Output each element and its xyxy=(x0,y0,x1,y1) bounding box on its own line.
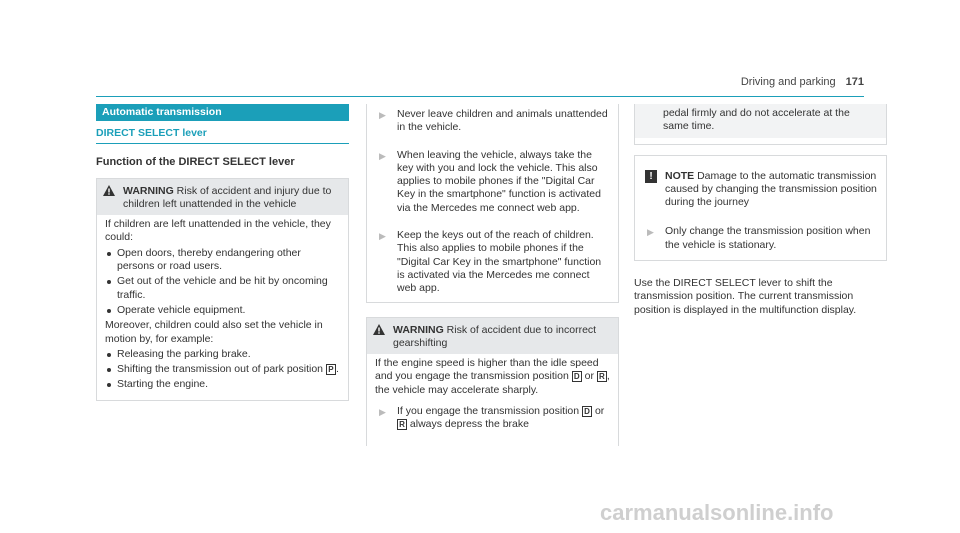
page-number: 171 xyxy=(845,76,864,88)
warning-icon xyxy=(103,185,115,212)
header-rule xyxy=(96,96,864,97)
warning-body-text: If the engine speed is higher than the idle speed and you engage the transmission position xyxy=(375,357,599,383)
sub-title: DIRECT SELECT lever xyxy=(96,127,349,144)
gear-p-icon: P xyxy=(326,364,336,375)
list-item-text: Never leave children and animals unattended in the vehicle. xyxy=(397,108,608,134)
list-item: Open doors, thereby endangering other persons or road users. xyxy=(105,247,340,274)
arrow-icon: ▶ xyxy=(379,150,386,161)
warning-continued-box xyxy=(634,104,887,145)
or-text: or xyxy=(594,405,605,418)
note-box xyxy=(634,155,887,261)
body-paragraph: Use the DIRECT SELECT lever to shift the transmission position. The current transmission position is displayed in the multifunction display. xyxy=(634,277,857,316)
warning-intro-2: Moreover, children could also set the vehicle in motion by, for example: xyxy=(105,319,323,345)
warning-header xyxy=(367,318,618,355)
list-item: Operate vehicle equipment. xyxy=(105,304,340,317)
column-2 xyxy=(366,104,619,446)
list-item-text: Only change the transmission position when the vehicle is stationary. xyxy=(665,225,871,251)
warning-icon xyxy=(373,324,385,351)
column-3 xyxy=(634,104,887,317)
warning-box xyxy=(96,178,349,401)
warning-box-2 xyxy=(366,317,619,446)
warning-list xyxy=(105,247,340,317)
arrow-icon: ▶ xyxy=(379,110,386,120)
section-title: Automatic transmission xyxy=(96,104,349,121)
warning-body xyxy=(367,354,618,403)
warning-body-text: , the vehicle may accelerate sharply. xyxy=(375,370,610,396)
list-item xyxy=(367,104,618,135)
warning-intro: If children are left unattended in the vehicle, they could: xyxy=(105,218,331,244)
list-item-text: When leaving the vehicle, always take the key with you and lock the vehicle. This also applies to mobile phones if the "Digital Car Key in the smartphone" function is activated via the Mercedes me connect web app. xyxy=(397,148,601,214)
warning-label: WARNING xyxy=(393,323,444,336)
list-item xyxy=(367,225,618,295)
list-item: Shifting the transmission out of park position P . xyxy=(105,363,340,376)
or-text: or xyxy=(584,370,594,383)
gear-d-icon: D xyxy=(582,406,592,417)
gear-r-icon: R xyxy=(397,419,407,430)
warning-list-2 xyxy=(105,348,340,392)
column-1 xyxy=(96,104,349,401)
note-text: Damage to the automatic transmission caused by changing the transmission position during the journey xyxy=(665,169,877,209)
warning-label: WARNING xyxy=(123,184,174,197)
list-item: Releasing the parking brake. xyxy=(105,348,340,361)
list-item xyxy=(367,145,618,215)
warning-continued-box xyxy=(366,104,619,303)
page-header xyxy=(741,76,864,88)
warning-text: Risk of accident due to incorrect gearshifting xyxy=(393,323,597,349)
watermark: carmanualsonline.info xyxy=(600,500,834,525)
arrow-icon: ▶ xyxy=(379,231,386,242)
warning-text: Risk of accident and injury due to children left unattended in the vehicle xyxy=(123,184,332,210)
gear-r-icon: R xyxy=(597,371,607,382)
warning-header xyxy=(97,179,348,216)
header-section: Driving and parking xyxy=(740,76,836,88)
list-item-text: always depress the brake xyxy=(409,418,529,431)
arrow-icon: ▶ xyxy=(647,227,654,238)
list-item: Starting the engine. xyxy=(105,378,340,391)
exclamation-icon: ! xyxy=(645,170,657,183)
note-label: NOTE xyxy=(665,169,695,182)
function-title: Function of the DIRECT SELECT lever xyxy=(96,156,295,169)
gear-d-icon: D xyxy=(572,371,582,382)
warning-body xyxy=(97,215,348,400)
list-item-text: Shifting the transmission out of park position xyxy=(117,363,324,376)
list-item xyxy=(367,403,618,432)
continued-text: pedal firmly and do not accelerate at the same time. xyxy=(635,104,886,138)
list-item-text: Keep the keys out of the reach of children. This also applies to mobile phones if the "Digital Car Key in the smartphone" function is activated via the Mercedes me connect web app. xyxy=(397,229,602,295)
list-item-text: If you engage the transmission position xyxy=(397,405,580,418)
note-header xyxy=(635,156,886,216)
list-item: Get out of the vehicle and be hit by oncoming traffic. xyxy=(105,275,340,302)
arrow-icon: ▶ xyxy=(379,407,386,418)
list-item xyxy=(635,215,886,252)
